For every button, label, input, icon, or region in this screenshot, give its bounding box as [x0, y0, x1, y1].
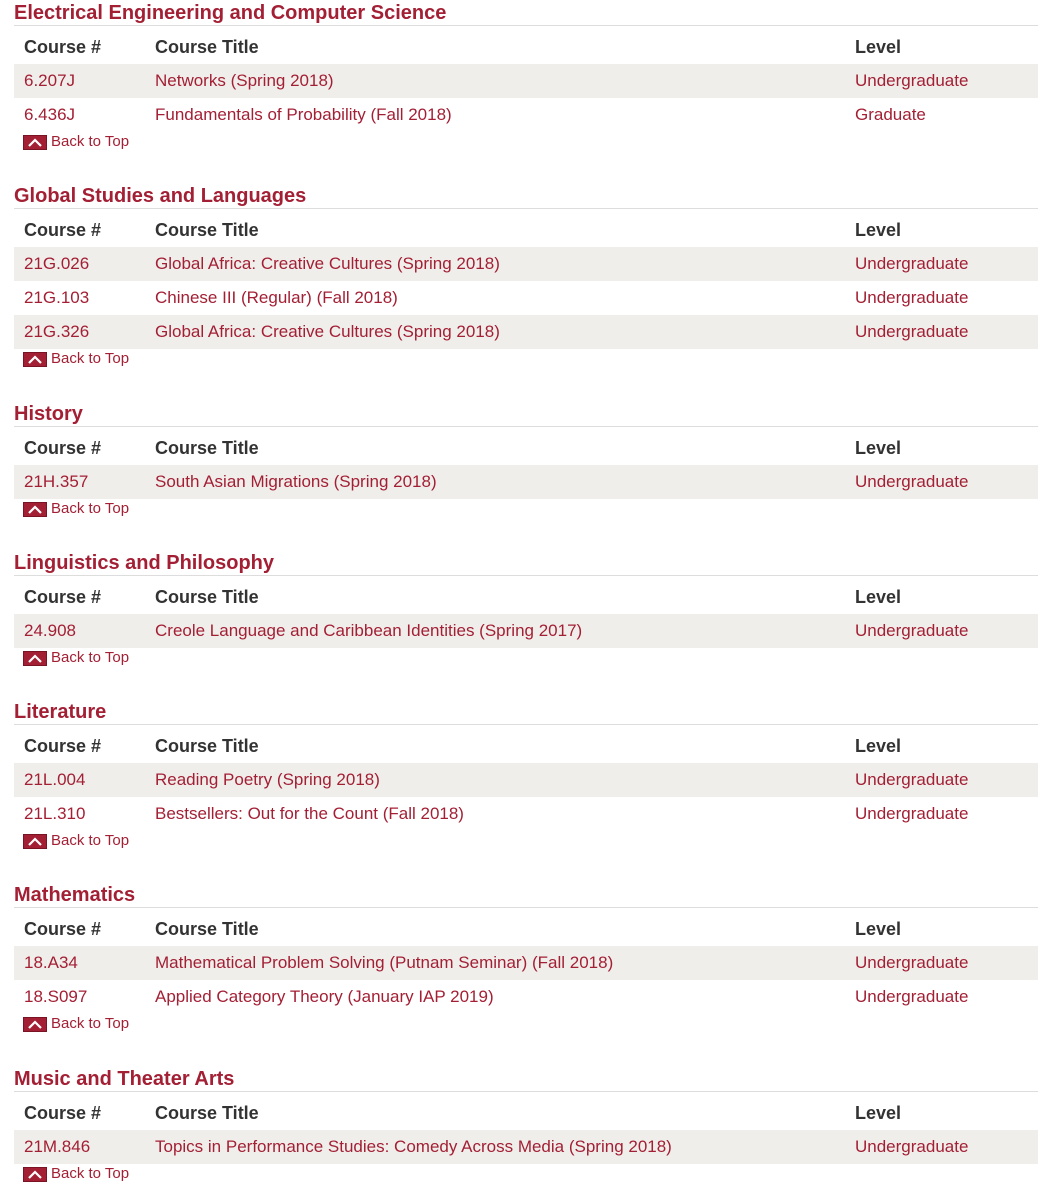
- course-title-link[interactable]: Fundamentals of Probability (Fall 2018): [155, 105, 452, 124]
- course-number-link[interactable]: 6.436J: [24, 105, 76, 124]
- table-cell: [155, 64, 334, 98]
- course-title-link[interactable]: Topics in Performance Studies: Comedy Across Media (Spring 2018): [155, 1137, 672, 1156]
- table-row: [14, 315, 1038, 349]
- table-cell: [155, 614, 582, 648]
- table-cell: [155, 797, 464, 831]
- course-number-link[interactable]: 21G.026: [24, 254, 90, 273]
- back-to-top-label: Back to Top: [51, 350, 130, 367]
- section-divider: [14, 575, 1038, 576]
- course-title-link[interactable]: Networks (Spring 2018): [155, 71, 334, 90]
- back-to-top-link[interactable]: [23, 1165, 129, 1183]
- course-number-link[interactable]: 21L.310: [24, 804, 86, 823]
- course-level-link[interactable]: Undergraduate: [855, 472, 969, 491]
- course-level-link[interactable]: Undergraduate: [855, 621, 969, 640]
- column-header-course-title: Course Title: [155, 1103, 259, 1123]
- section-divider: [14, 907, 1038, 908]
- table-header-row: [14, 1097, 1038, 1130]
- table-cell: [24, 1130, 90, 1164]
- course-number-link[interactable]: 18.A34: [24, 953, 78, 972]
- table-row: [14, 64, 1038, 98]
- column-header-level: Level: [855, 37, 902, 57]
- table-header-row: [14, 214, 1038, 247]
- column-header-course-title: Course Title: [155, 220, 259, 240]
- chevron-up-icon: [23, 834, 47, 849]
- course-number-link[interactable]: 21G.103: [24, 288, 90, 307]
- column-header-course-number: Course #: [24, 587, 102, 607]
- department-title: Linguistics and Philosophy: [14, 552, 275, 574]
- table-cell: [855, 946, 968, 980]
- course-number-link[interactable]: 21L.004: [24, 770, 86, 789]
- column-header-course-title: Course Title: [155, 919, 259, 939]
- course-level-link[interactable]: Undergraduate: [855, 770, 969, 789]
- course-level-link[interactable]: Undergraduate: [855, 987, 969, 1006]
- course-level-link[interactable]: Graduate: [855, 105, 926, 124]
- course-number-link[interactable]: 6.207J: [24, 71, 76, 90]
- table-cell: [24, 465, 88, 499]
- course-title-link[interactable]: South Asian Migrations (Spring 2018): [155, 472, 437, 491]
- table-cell: [855, 1130, 968, 1164]
- table-cell: [155, 946, 613, 980]
- section-divider: [14, 426, 1038, 427]
- table-row: [14, 98, 1038, 132]
- back-to-top-link[interactable]: [23, 350, 129, 368]
- course-title-link[interactable]: Global Africa: Creative Cultures (Spring 2018): [155, 254, 500, 273]
- table-cell: [155, 98, 452, 132]
- chevron-up-icon: [23, 502, 47, 517]
- department-title: Music and Theater Arts: [14, 1068, 235, 1090]
- table-cell: [855, 980, 968, 1014]
- table-header-row: [14, 31, 1038, 64]
- course-level-link[interactable]: Undergraduate: [855, 288, 969, 307]
- course-level-link[interactable]: Undergraduate: [855, 322, 969, 341]
- back-to-top-label: Back to Top: [51, 1165, 130, 1182]
- course-level-link[interactable]: Undergraduate: [855, 953, 969, 972]
- back-to-top-label: Back to Top: [51, 1015, 130, 1032]
- table-header-row: [14, 913, 1038, 946]
- column-header-course-title: Course Title: [155, 438, 259, 458]
- table-cell: [24, 281, 89, 315]
- column-header-level: Level: [855, 736, 902, 756]
- table-cell: [155, 763, 380, 797]
- back-to-top-link[interactable]: [23, 133, 129, 151]
- course-number-link[interactable]: 24.908: [24, 621, 76, 640]
- table-row: [14, 763, 1038, 797]
- column-header-level: Level: [855, 1103, 902, 1123]
- back-to-top-label: Back to Top: [51, 133, 130, 150]
- table-cell: [155, 315, 500, 349]
- course-level-link[interactable]: Undergraduate: [855, 804, 969, 823]
- column-header-course-number: Course #: [24, 438, 102, 458]
- course-table: [14, 1097, 1038, 1164]
- course-table: [14, 730, 1038, 831]
- course-title-link[interactable]: Mathematical Problem Solving (Putnam Seminar) (Fall 2018): [155, 953, 614, 972]
- section-divider: [14, 724, 1038, 725]
- course-table: [14, 214, 1038, 349]
- table-row: [14, 281, 1038, 315]
- table-cell: [155, 247, 500, 281]
- chevron-up-icon: [23, 1167, 47, 1182]
- column-header-level: Level: [855, 220, 902, 240]
- back-to-top-link[interactable]: [23, 500, 129, 518]
- column-header-course-title: Course Title: [155, 587, 259, 607]
- table-cell: [24, 614, 76, 648]
- table-cell: [24, 797, 85, 831]
- column-header-course-number: Course #: [24, 1103, 102, 1123]
- course-number-link[interactable]: 21G.326: [24, 322, 90, 341]
- back-to-top-link[interactable]: [23, 1015, 129, 1033]
- department-title: Global Studies and Languages: [14, 185, 307, 207]
- table-cell: [24, 98, 75, 132]
- course-title-link[interactable]: Reading Poetry (Spring 2018): [155, 770, 380, 789]
- table-row: [14, 946, 1038, 980]
- column-header-course-number: Course #: [24, 736, 102, 756]
- column-header-course-number: Course #: [24, 919, 102, 939]
- column-header-level: Level: [855, 919, 902, 939]
- course-title-link[interactable]: Applied Category Theory (January IAP 2019): [155, 987, 494, 1006]
- back-to-top-link[interactable]: [23, 649, 129, 667]
- section-divider: [14, 208, 1038, 209]
- course-level-link[interactable]: Undergraduate: [855, 71, 969, 90]
- department-title: Mathematics: [14, 884, 136, 906]
- course-table: [14, 581, 1038, 648]
- table-cell: [855, 281, 968, 315]
- chevron-up-icon: [23, 135, 47, 150]
- table-cell: [855, 614, 968, 648]
- section-divider: [14, 25, 1038, 26]
- column-header-course-title: Course Title: [155, 37, 259, 57]
- column-header-course-number: Course #: [24, 220, 102, 240]
- table-row: [14, 980, 1038, 1014]
- table-row: [14, 614, 1038, 648]
- course-title-link[interactable]: Chinese III (Regular) (Fall 2018): [155, 288, 398, 307]
- table-cell: [24, 315, 89, 349]
- table-cell: [24, 64, 75, 98]
- department-title: Literature: [14, 701, 107, 723]
- column-header-level: Level: [855, 438, 902, 458]
- course-level-link[interactable]: Undergraduate: [855, 1137, 969, 1156]
- column-header-course-number: Course #: [24, 37, 102, 57]
- table-row: [14, 797, 1038, 831]
- course-title-link[interactable]: Bestsellers: Out for the Count (Fall 2018): [155, 804, 464, 823]
- course-level-link[interactable]: Undergraduate: [855, 254, 969, 273]
- department-title: History: [14, 403, 83, 425]
- table-header-row: [14, 581, 1038, 614]
- back-to-top-label: Back to Top: [51, 500, 130, 517]
- table-row: [14, 247, 1038, 281]
- column-header-level: Level: [855, 587, 902, 607]
- table-header-row: [14, 730, 1038, 763]
- department-title: Electrical Engineering and Computer Science: [14, 2, 447, 24]
- table-header-row: [14, 432, 1038, 465]
- course-number-link[interactable]: 21H.357: [24, 472, 89, 491]
- table-cell: [855, 797, 968, 831]
- table-cell: [855, 465, 968, 499]
- table-cell: [855, 64, 968, 98]
- table-row: [14, 1130, 1038, 1164]
- table-cell: [24, 980, 87, 1014]
- course-number-link[interactable]: 18.S097: [24, 987, 88, 1006]
- chevron-up-icon: [23, 1017, 47, 1032]
- back-to-top-link[interactable]: [23, 832, 129, 850]
- table-cell: [155, 281, 398, 315]
- course-table: [14, 913, 1038, 1014]
- back-to-top-label: Back to Top: [51, 649, 130, 666]
- course-number-link[interactable]: 21M.846: [24, 1137, 91, 1156]
- table-cell: [855, 315, 968, 349]
- column-header-course-title: Course Title: [155, 736, 259, 756]
- table-cell: [855, 763, 968, 797]
- table-cell: [24, 946, 78, 980]
- section-divider: [14, 1091, 1038, 1092]
- course-table: [14, 31, 1038, 132]
- table-cell: [855, 98, 926, 132]
- table-cell: [155, 980, 494, 1014]
- table-row: [14, 465, 1038, 499]
- table-cell: [24, 763, 85, 797]
- chevron-up-icon: [23, 352, 47, 367]
- table-cell: [24, 247, 89, 281]
- course-title-link[interactable]: Global Africa: Creative Cultures (Spring 2018): [155, 322, 500, 341]
- table-cell: [155, 1130, 672, 1164]
- table-cell: [855, 247, 968, 281]
- course-table: [14, 432, 1038, 499]
- chevron-up-icon: [23, 651, 47, 666]
- course-title-link[interactable]: Creole Language and Caribbean Identities (Spring 2017): [155, 621, 583, 640]
- table-cell: [155, 465, 437, 499]
- back-to-top-label: Back to Top: [51, 832, 130, 849]
